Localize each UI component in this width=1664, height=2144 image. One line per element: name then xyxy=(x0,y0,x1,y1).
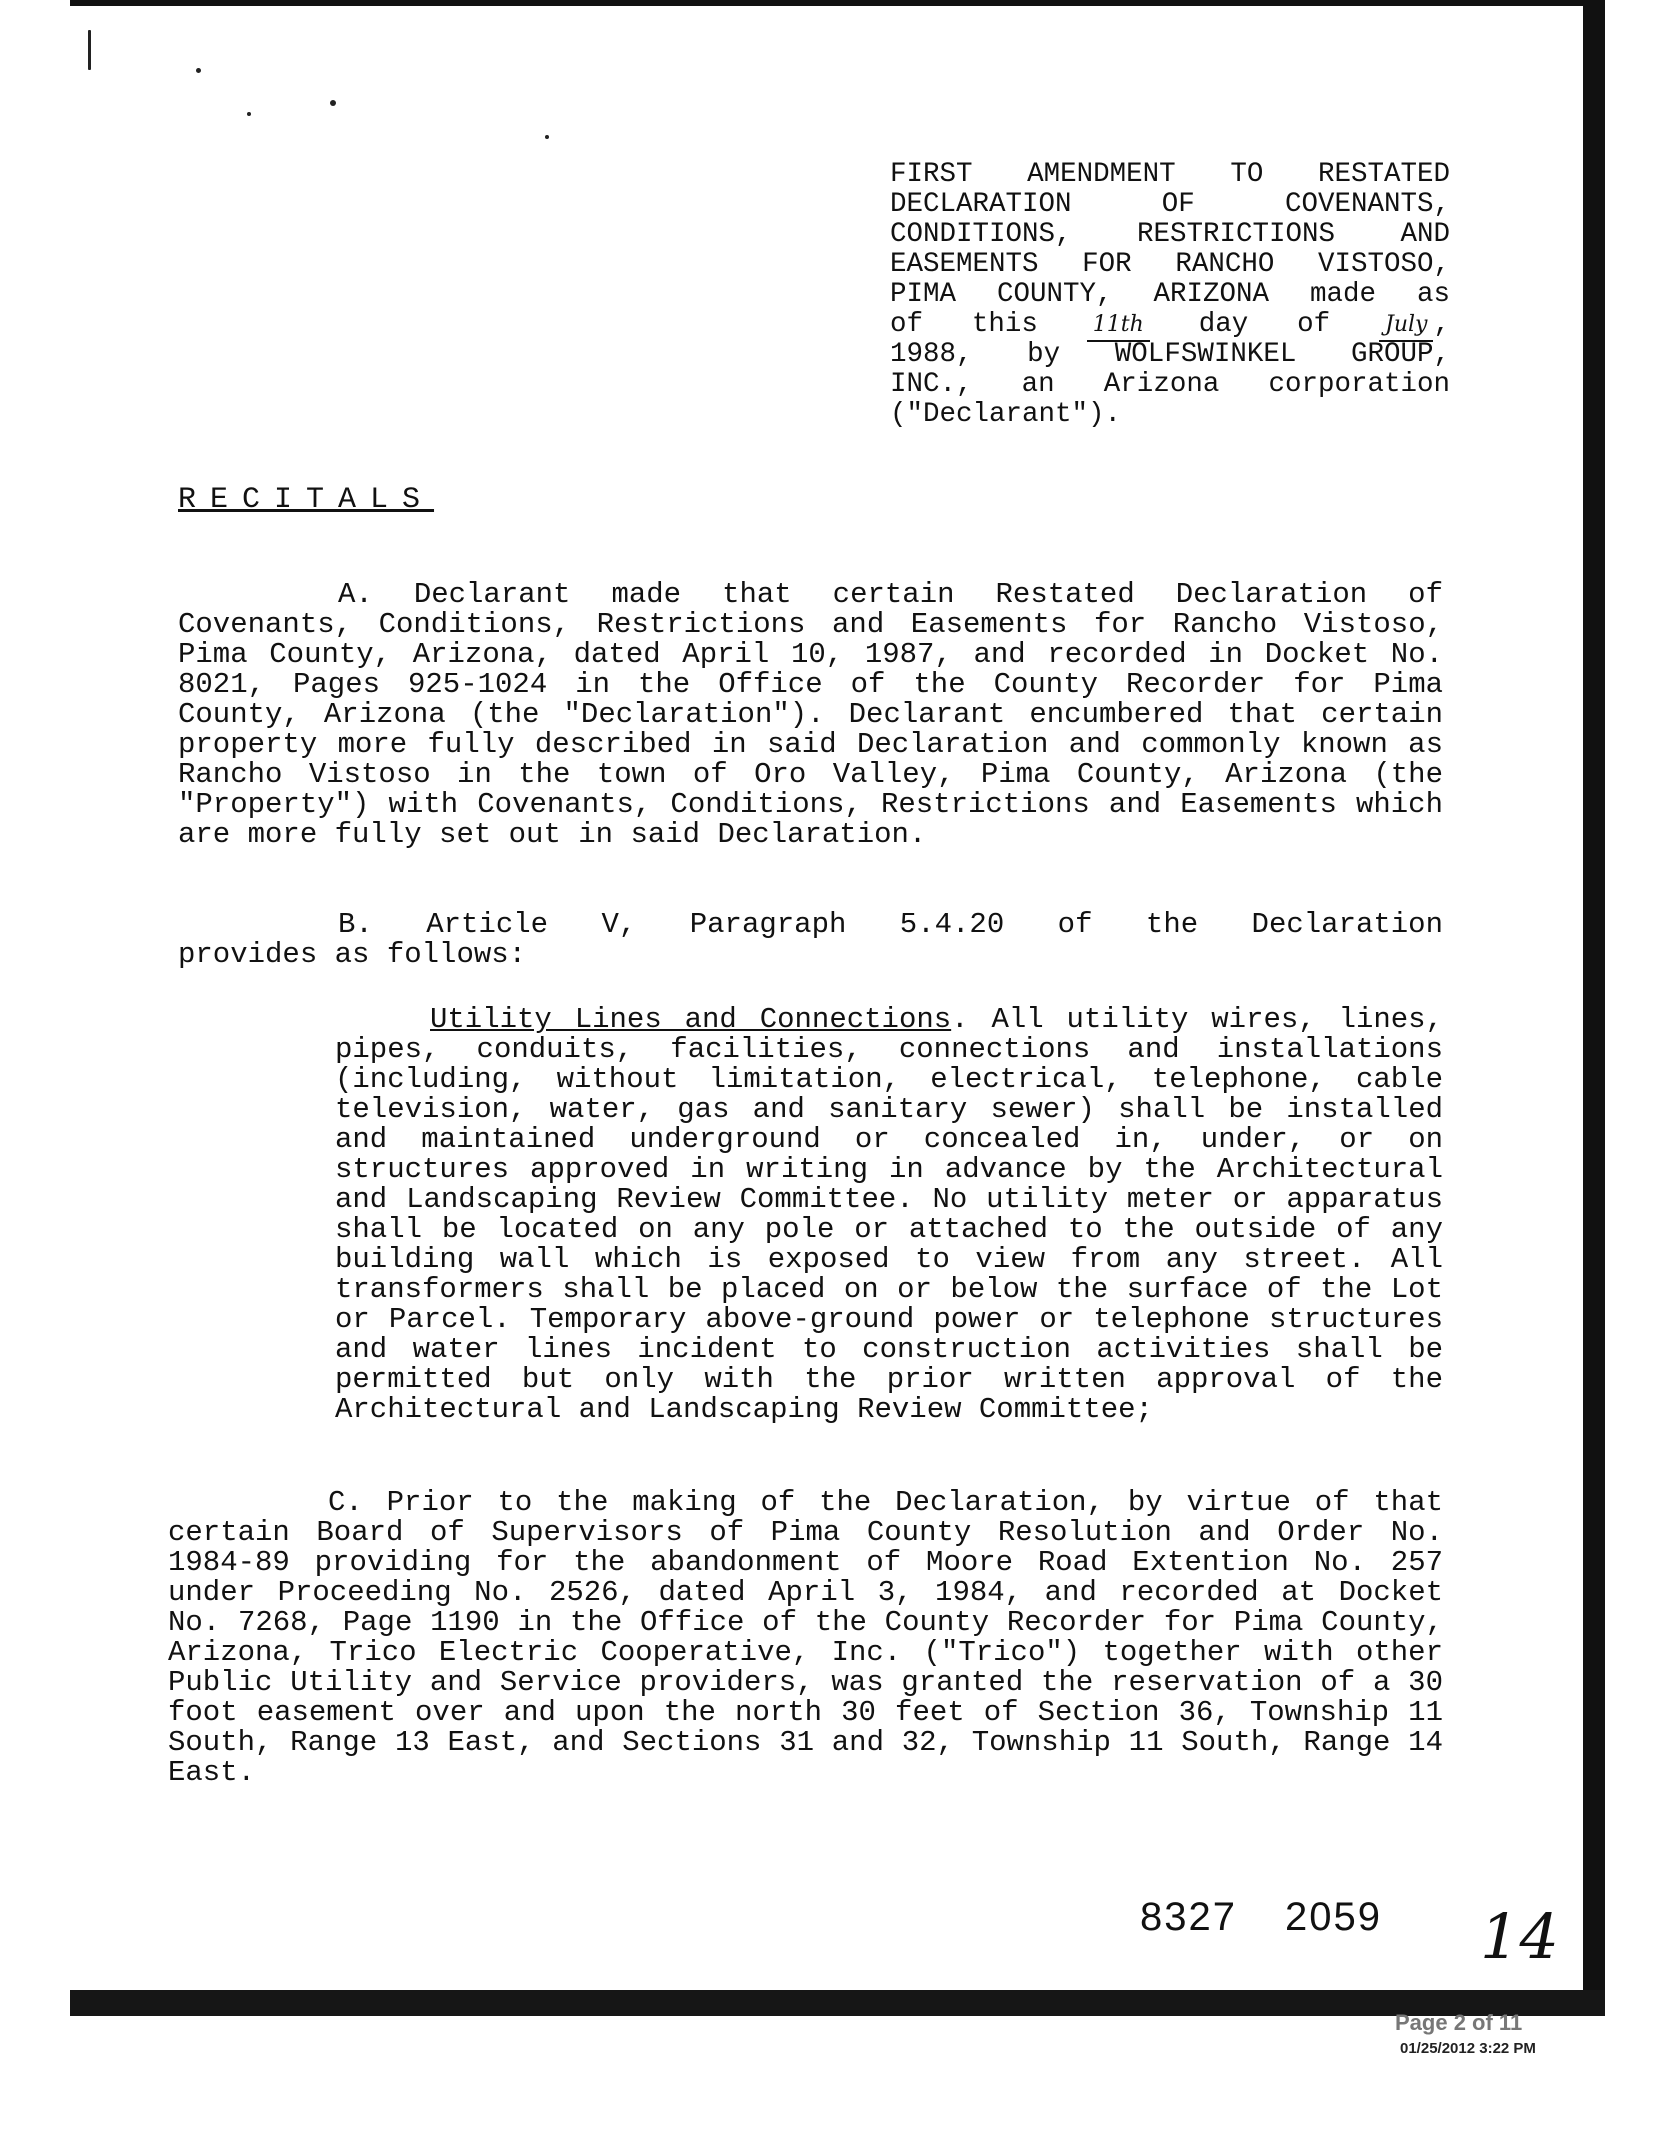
title-line: 1988, by WOLFSWINKEL GROUP, xyxy=(890,339,1450,370)
paragraph-b-line: provides as follows: xyxy=(178,938,527,971)
paragraph-b-line: B. Article V, Paragraph 5.4.20 of the Declaration xyxy=(338,908,1443,941)
page-number: 2059 xyxy=(1284,1895,1382,1939)
title-day-of: day of xyxy=(1198,309,1331,340)
page-label: Page 2 of 11 xyxy=(1395,2010,1523,2035)
docket-number: 8327 xyxy=(1140,1895,1237,1939)
title-line: FIRST AMENDMENT TO RESTATED xyxy=(890,159,1450,190)
title-line: DECLARATION OF COVENANTS, xyxy=(890,189,1450,220)
recital-paragraph-a: A. Declarant made that certain Restated Declaration of Covenants, Conditions, Restrictions and Easements for Rancho Vistoso, Pima County, Arizona, dated April 10, 1987, and recorded in Docket No. 8021, Pages 925-1024 in the Office of the County Recorder for Pima County, Arizona (the "Declaration"). Declarant encumbered that certain property more fully described in said Declaration and commonly known as Rancho Vistoso in the town of Oro Valley, Pima County, Arizona (the "Property") with Covenants, Conditions, Restrictions and Easements which are more fully set out in said Declaration. xyxy=(178,578,1443,851)
recording-reference xyxy=(1140,1895,1430,1940)
handwritten-month: July xyxy=(1379,310,1433,342)
title-line: INC., an Arizona corporation xyxy=(890,369,1450,400)
title-line: ("Declarant"). xyxy=(890,399,1122,430)
scan-bottom-band xyxy=(70,1990,1605,2016)
recitals-heading: RECITALS xyxy=(178,483,435,517)
title-line: PIMA COUNTY, ARIZONA made as xyxy=(890,279,1450,310)
recital-paragraph-b xyxy=(178,910,1443,970)
handwritten-page-number: 14 xyxy=(1480,1900,1559,1973)
title-date-line: of this 11th day of July , xyxy=(890,309,1450,340)
handwritten-day: 11th xyxy=(1087,310,1150,342)
scan-speck xyxy=(196,68,201,73)
scan-speck xyxy=(545,135,549,139)
quoted-provision-body: . All utility wires, lines, pipes, conduits, facilities, connections and installations (including, without limitation, electrical, telephone, cable television, water, gas and sanitary sewer) shall be installed and maintained underground or concealed in, under, or on structures approved in writing in advance by the Architectural and Landscaping Review Committee. No utility meter or apparatus shall be located on any pole or attached to the outside of any building wall which is exposed to view from any street. All transformers shall be placed on or below the surface of the Lot or Parcel. Temporary above-ground power or telephone structures and water lines incident to construction activities shall be permitted but only with the prior written approval of the Architectural and Landscaping Review Committee; xyxy=(335,1003,1443,1426)
title-line: EASEMENTS FOR RANCHO VISTOSO, xyxy=(890,249,1450,280)
recital-paragraph-c: C. Prior to the making of the Declaration, by virtue of that certain Board of Supervisors of Pima County Resolution and Order No. 1984-89 providing for the abandonment of Moore Road Extention No. 257 under Proceeding No. 2526, dated April 3, 1984, and recorded at Docket No. 7268, Page 1190 in the Office of the County Recorder for Pima County, Arizona, Trico Electric Cooperative, Inc. ("Trico") together with other Public Utility and Service providers, was granted the reservation of a 30 foot easement over and upon the north 30 feet of Section 36, Township 11 South, Range 13 East, and Sections 31 and 32, Township 11 South, Range 14 East. xyxy=(168,1486,1443,1789)
document-title-block xyxy=(890,160,1450,430)
print-timestamp: 01/25/2012 3:22 PM xyxy=(1400,2040,1536,2057)
title-line: CONDITIONS, RESTRICTIONS AND xyxy=(890,219,1450,250)
quoted-provision xyxy=(335,1005,1443,1425)
title-of-this: of this xyxy=(890,309,1038,340)
scan-speck xyxy=(247,112,251,116)
quoted-provision-title: Utility Lines and Connections xyxy=(430,1003,952,1036)
scan-speck xyxy=(88,30,91,70)
scan-speck xyxy=(330,100,336,106)
